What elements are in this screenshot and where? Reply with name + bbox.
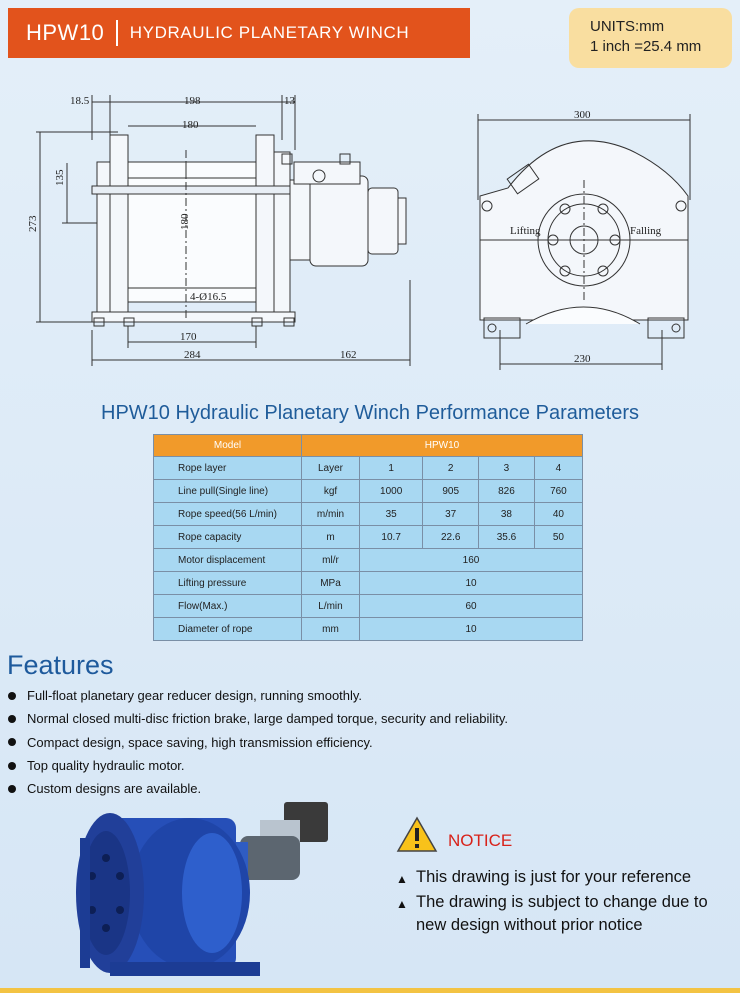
performance-table — [153, 434, 583, 641]
row-label: Rope speed(56 L/min) — [154, 503, 302, 526]
performance-title: HPW10 Hydraulic Planetary Winch Performance Parameters — [101, 402, 639, 424]
bullet-icon — [8, 738, 16, 746]
inch-conversion-line: 1 inch =25.4 mm — [590, 38, 702, 55]
feature-text: Top quality hydraulic motor. — [27, 758, 185, 774]
table-cell: 38 — [479, 503, 535, 526]
table-header-row — [154, 435, 583, 457]
list-item — [8, 731, 508, 754]
table-cell: 905 — [423, 480, 479, 503]
dim-135: 135 — [54, 169, 66, 186]
triangle-bullet-icon: ▲ — [396, 897, 408, 911]
feature-text: Custom designs are available. — [27, 781, 202, 797]
dim-198: 198 — [184, 95, 201, 107]
row-unit: mm — [302, 618, 360, 641]
notice-text-line: The drawing is subject to change due to — [416, 893, 708, 911]
list-item — [8, 754, 508, 777]
feature-text: Compact design, space saving, high transmission efficiency. — [27, 734, 373, 750]
table-cell: 22.6 — [423, 526, 479, 549]
row-unit: ml/r — [302, 549, 360, 572]
table-cell: 10.7 — [360, 526, 423, 549]
title-divider — [116, 20, 118, 46]
dim-284: 284 — [184, 349, 201, 361]
notice-text — [416, 891, 708, 937]
row-label: Motor displacement — [154, 549, 302, 572]
table-row — [154, 503, 583, 526]
product-name: HYDRAULIC PLANETARY WINCH — [129, 23, 410, 42]
winch-illustration — [70, 798, 340, 990]
table-cell: 2 — [423, 457, 479, 480]
units-line: UNITS:mm — [590, 18, 665, 35]
list-item — [8, 684, 508, 707]
lifting-label: Lifting — [510, 225, 541, 237]
row-unit: L/min — [302, 595, 360, 618]
dim-300: 300 — [574, 109, 591, 121]
notice-item — [396, 891, 708, 937]
model-value-header: HPW10 — [302, 435, 583, 457]
table-cell: 10 — [360, 572, 583, 595]
table-row — [154, 549, 583, 572]
table-cell: 37 — [423, 503, 479, 526]
table-cell: 60 — [360, 595, 583, 618]
list-item — [8, 777, 508, 800]
table-cell: 160 — [360, 549, 583, 572]
table-row — [154, 572, 583, 595]
dim-162: 162 — [340, 349, 357, 361]
row-unit: Layer — [302, 457, 360, 480]
dim-13: 13 — [284, 95, 295, 107]
winch-photo — [70, 798, 340, 990]
row-label: Lifting pressure — [154, 572, 302, 595]
table-cell: 50 — [534, 526, 582, 549]
dim-18-5: 18.5 — [70, 95, 90, 107]
row-label: Rope layer — [154, 457, 302, 480]
table-row — [154, 526, 583, 549]
table-cell: 1 — [360, 457, 423, 480]
feature-text: Normal closed multi-disc friction brake, large damped torque, security and reliability. — [27, 711, 508, 727]
bullet-icon — [8, 715, 16, 723]
table-cell: 35 — [360, 503, 423, 526]
footer-bar — [0, 988, 740, 993]
row-unit: m/min — [302, 503, 360, 526]
dim-170: 170 — [180, 331, 197, 343]
table-cell: 1000 — [360, 480, 423, 503]
table-cell: 826 — [479, 480, 535, 503]
table-cell: 35.6 — [479, 526, 535, 549]
table-cell: 4 — [534, 457, 582, 480]
notice-text-line: new design without prior notice — [416, 916, 643, 934]
row-unit: kgf — [302, 480, 360, 503]
row-unit: MPa — [302, 572, 360, 595]
table-row — [154, 457, 583, 480]
model-name: HPW10 — [26, 20, 105, 45]
table-cell: 40 — [534, 503, 582, 526]
notice-text: This drawing is just for your reference — [416, 868, 692, 886]
end-view — [478, 114, 690, 370]
bullet-icon — [8, 762, 16, 770]
technical-drawing — [0, 80, 740, 380]
dim-230: 230 — [574, 353, 591, 365]
table-row — [154, 595, 583, 618]
falling-label: Falling — [630, 225, 662, 237]
dim-273: 273 — [27, 215, 39, 232]
side-view — [36, 95, 410, 366]
dim-bolt-holes: 4-Ø16.5 — [190, 291, 227, 303]
feature-text: Full-float planetary gear reducer design, running smoothly. — [27, 688, 363, 704]
table-cell: 10 — [360, 618, 583, 641]
features-list — [8, 684, 508, 800]
bullet-icon — [8, 785, 16, 793]
triangle-bullet-icon: ▲ — [396, 872, 408, 886]
row-label: Rope capacity — [154, 526, 302, 549]
dim-180-top: 180 — [182, 119, 199, 131]
title-bar — [8, 8, 470, 58]
drawing-svg — [0, 80, 740, 380]
notice-item — [396, 866, 691, 891]
row-label: Line pull(Single line) — [154, 480, 302, 503]
units-box — [569, 8, 732, 68]
warning-icon — [396, 816, 438, 854]
row-label: Flow(Max.) — [154, 595, 302, 618]
table-row — [154, 618, 583, 641]
row-label: Diameter of rope — [154, 618, 302, 641]
table-cell: 3 — [479, 457, 535, 480]
row-unit: m — [302, 526, 360, 549]
table-row — [154, 480, 583, 503]
bullet-icon — [8, 692, 16, 700]
list-item — [8, 707, 508, 730]
dim-180-drum: 180 — [179, 213, 191, 230]
table-cell: 760 — [534, 480, 582, 503]
features-title: Features — [7, 650, 114, 680]
notice-title: NOTICE — [448, 831, 513, 850]
model-header: Model — [154, 435, 302, 457]
